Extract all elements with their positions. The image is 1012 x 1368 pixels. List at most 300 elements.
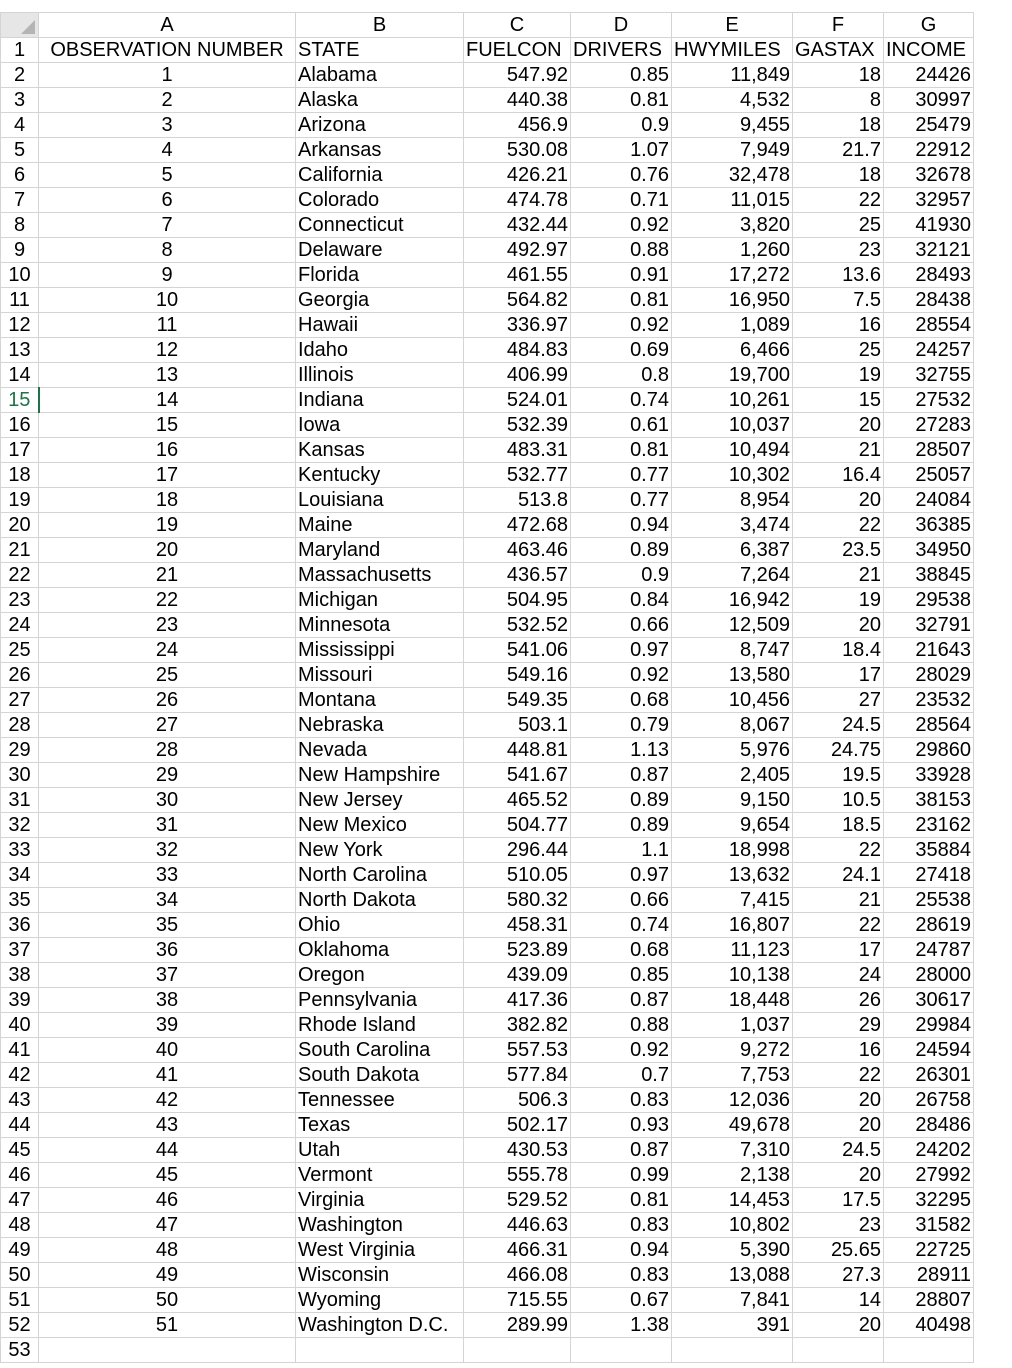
row-header[interactable]: 3 — [1, 88, 39, 113]
cell-e27[interactable]: 10,456 — [672, 688, 793, 713]
column-header-a[interactable]: A — [39, 13, 296, 38]
cell-a6[interactable]: 5 — [39, 163, 296, 188]
cell-c13[interactable]: 484.83 — [464, 338, 571, 363]
cell-a7[interactable]: 6 — [39, 188, 296, 213]
cell-c8[interactable]: 432.44 — [464, 213, 571, 238]
cell-f23[interactable]: 19 — [793, 588, 884, 613]
cell-g36[interactable]: 28619 — [884, 913, 974, 938]
cell-g18[interactable]: 25057 — [884, 463, 974, 488]
cell-c21[interactable]: 463.46 — [464, 538, 571, 563]
cell-b26[interactable]: Missouri — [296, 663, 464, 688]
cell-f2[interactable]: 18 — [793, 63, 884, 88]
cell-f12[interactable]: 16 — [793, 313, 884, 338]
cell-g34[interactable]: 27418 — [884, 863, 974, 888]
cell-c7[interactable]: 474.78 — [464, 188, 571, 213]
cell-b48[interactable]: Washington — [296, 1213, 464, 1238]
cell-c11[interactable]: 564.82 — [464, 288, 571, 313]
cell-g16[interactable]: 27283 — [884, 413, 974, 438]
column-header-b[interactable]: B — [296, 13, 464, 38]
cell-d4[interactable]: 0.9 — [571, 113, 672, 138]
cell-d49[interactable]: 0.94 — [571, 1238, 672, 1263]
row-header[interactable]: 1 — [1, 38, 39, 63]
cell-g53[interactable] — [884, 1338, 974, 1363]
cell-d14[interactable]: 0.8 — [571, 363, 672, 388]
cell-b18[interactable]: Kentucky — [296, 463, 464, 488]
cell-c10[interactable]: 461.55 — [464, 263, 571, 288]
cell-b53[interactable] — [296, 1338, 464, 1363]
row-header[interactable]: 43 — [1, 1088, 39, 1113]
cell-g46[interactable]: 27992 — [884, 1163, 974, 1188]
cell-e41[interactable]: 9,272 — [672, 1038, 793, 1063]
cell-c34[interactable]: 510.05 — [464, 863, 571, 888]
cell-d10[interactable]: 0.91 — [571, 263, 672, 288]
row-header[interactable]: 45 — [1, 1138, 39, 1163]
cell-g49[interactable]: 22725 — [884, 1238, 974, 1263]
cell-g42[interactable]: 26301 — [884, 1063, 974, 1088]
cell-b44[interactable]: Texas — [296, 1113, 464, 1138]
cell-c18[interactable]: 532.77 — [464, 463, 571, 488]
row-header[interactable]: 35 — [1, 888, 39, 913]
cell-d1[interactable]: DRIVERS — [571, 38, 672, 63]
row-header[interactable]: 16 — [1, 413, 39, 438]
cell-b42[interactable]: South Dakota — [296, 1063, 464, 1088]
cell-e46[interactable]: 2,138 — [672, 1163, 793, 1188]
cell-e31[interactable]: 9,150 — [672, 788, 793, 813]
cell-f41[interactable]: 16 — [793, 1038, 884, 1063]
cell-f43[interactable]: 20 — [793, 1088, 884, 1113]
cell-e1[interactable]: HWYMILES — [672, 38, 793, 63]
row-header[interactable]: 51 — [1, 1288, 39, 1313]
cell-a25[interactable]: 24 — [39, 638, 296, 663]
cell-g38[interactable]: 28000 — [884, 963, 974, 988]
cell-b7[interactable]: Colorado — [296, 188, 464, 213]
cell-a20[interactable]: 19 — [39, 513, 296, 538]
cell-f50[interactable]: 27.3 — [793, 1263, 884, 1288]
cell-d30[interactable]: 0.87 — [571, 763, 672, 788]
cell-b31[interactable]: New Jersey — [296, 788, 464, 813]
cell-d23[interactable]: 0.84 — [571, 588, 672, 613]
cell-g10[interactable]: 28493 — [884, 263, 974, 288]
cell-g4[interactable]: 25479 — [884, 113, 974, 138]
cell-a26[interactable]: 25 — [39, 663, 296, 688]
cell-a30[interactable]: 29 — [39, 763, 296, 788]
cell-c6[interactable]: 426.21 — [464, 163, 571, 188]
cell-e12[interactable]: 1,089 — [672, 313, 793, 338]
cell-a36[interactable]: 35 — [39, 913, 296, 938]
row-header[interactable]: 28 — [1, 713, 39, 738]
cell-e47[interactable]: 14,453 — [672, 1188, 793, 1213]
cell-d7[interactable]: 0.71 — [571, 188, 672, 213]
cell-g48[interactable]: 31582 — [884, 1213, 974, 1238]
cell-g31[interactable]: 38153 — [884, 788, 974, 813]
cell-g15[interactable]: 27532 — [884, 388, 974, 413]
column-header-e[interactable]: E — [672, 13, 793, 38]
cell-d39[interactable]: 0.87 — [571, 988, 672, 1013]
cell-e37[interactable]: 11,123 — [672, 938, 793, 963]
cell-c9[interactable]: 492.97 — [464, 238, 571, 263]
cell-g45[interactable]: 24202 — [884, 1138, 974, 1163]
cell-b49[interactable]: West Virginia — [296, 1238, 464, 1263]
cell-f30[interactable]: 19.5 — [793, 763, 884, 788]
cell-d13[interactable]: 0.69 — [571, 338, 672, 363]
cell-a45[interactable]: 44 — [39, 1138, 296, 1163]
cell-f6[interactable]: 18 — [793, 163, 884, 188]
cell-a32[interactable]: 31 — [39, 813, 296, 838]
cell-d3[interactable]: 0.81 — [571, 88, 672, 113]
row-header[interactable]: 5 — [1, 138, 39, 163]
cell-c33[interactable]: 296.44 — [464, 838, 571, 863]
cell-f31[interactable]: 10.5 — [793, 788, 884, 813]
cell-a44[interactable]: 43 — [39, 1113, 296, 1138]
cell-g19[interactable]: 24084 — [884, 488, 974, 513]
row-header[interactable]: 49 — [1, 1238, 39, 1263]
cell-e26[interactable]: 13,580 — [672, 663, 793, 688]
cell-c1[interactable]: FUELCON — [464, 38, 571, 63]
cell-b8[interactable]: Connecticut — [296, 213, 464, 238]
cell-a11[interactable]: 10 — [39, 288, 296, 313]
cell-f28[interactable]: 24.5 — [793, 713, 884, 738]
row-header[interactable]: 11 — [1, 288, 39, 313]
cell-c47[interactable]: 529.52 — [464, 1188, 571, 1213]
row-header[interactable]: 6 — [1, 163, 39, 188]
cell-d27[interactable]: 0.68 — [571, 688, 672, 713]
cell-b40[interactable]: Rhode Island — [296, 1013, 464, 1038]
cell-a28[interactable]: 27 — [39, 713, 296, 738]
column-header-f[interactable]: F — [793, 13, 884, 38]
cell-c4[interactable]: 456.9 — [464, 113, 571, 138]
row-header[interactable]: 4 — [1, 113, 39, 138]
cell-d16[interactable]: 0.61 — [571, 413, 672, 438]
cell-c5[interactable]: 530.08 — [464, 138, 571, 163]
cell-f49[interactable]: 25.65 — [793, 1238, 884, 1263]
cell-d36[interactable]: 0.74 — [571, 913, 672, 938]
row-header[interactable]: 36 — [1, 913, 39, 938]
cell-d34[interactable]: 0.97 — [571, 863, 672, 888]
cell-a1[interactable]: OBSERVATION NUMBER — [39, 38, 296, 63]
cell-c19[interactable]: 513.8 — [464, 488, 571, 513]
cell-g24[interactable]: 32791 — [884, 613, 974, 638]
cell-f18[interactable]: 16.4 — [793, 463, 884, 488]
cell-b6[interactable]: California — [296, 163, 464, 188]
cell-d11[interactable]: 0.81 — [571, 288, 672, 313]
cell-a4[interactable]: 3 — [39, 113, 296, 138]
cell-f14[interactable]: 19 — [793, 363, 884, 388]
cell-g6[interactable]: 32678 — [884, 163, 974, 188]
cell-e42[interactable]: 7,753 — [672, 1063, 793, 1088]
cell-d5[interactable]: 1.07 — [571, 138, 672, 163]
cell-g41[interactable]: 24594 — [884, 1038, 974, 1063]
cell-c40[interactable]: 382.82 — [464, 1013, 571, 1038]
cell-a12[interactable]: 11 — [39, 313, 296, 338]
cell-c15[interactable]: 524.01 — [464, 388, 571, 413]
cell-g13[interactable]: 24257 — [884, 338, 974, 363]
cell-d21[interactable]: 0.89 — [571, 538, 672, 563]
cell-d47[interactable]: 0.81 — [571, 1188, 672, 1213]
cell-d44[interactable]: 0.93 — [571, 1113, 672, 1138]
cell-b12[interactable]: Hawaii — [296, 313, 464, 338]
cell-f11[interactable]: 7.5 — [793, 288, 884, 313]
row-header[interactable]: 47 — [1, 1188, 39, 1213]
cell-c12[interactable]: 336.97 — [464, 313, 571, 338]
cell-c28[interactable]: 503.1 — [464, 713, 571, 738]
row-header[interactable]: 27 — [1, 688, 39, 713]
cell-d41[interactable]: 0.92 — [571, 1038, 672, 1063]
cell-a50[interactable]: 49 — [39, 1263, 296, 1288]
row-header[interactable]: 46 — [1, 1163, 39, 1188]
cell-b41[interactable]: South Carolina — [296, 1038, 464, 1063]
cell-b19[interactable]: Louisiana — [296, 488, 464, 513]
cell-f45[interactable]: 24.5 — [793, 1138, 884, 1163]
cell-e34[interactable]: 13,632 — [672, 863, 793, 888]
cell-b24[interactable]: Minnesota — [296, 613, 464, 638]
cell-c26[interactable]: 549.16 — [464, 663, 571, 688]
cell-b22[interactable]: Massachusetts — [296, 563, 464, 588]
cell-b43[interactable]: Tennessee — [296, 1088, 464, 1113]
cell-b20[interactable]: Maine — [296, 513, 464, 538]
cell-d37[interactable]: 0.68 — [571, 938, 672, 963]
cell-a42[interactable]: 41 — [39, 1063, 296, 1088]
cell-f21[interactable]: 23.5 — [793, 538, 884, 563]
cell-d12[interactable]: 0.92 — [571, 313, 672, 338]
cell-c2[interactable]: 547.92 — [464, 63, 571, 88]
cell-b52[interactable]: Washington D.C. — [296, 1313, 464, 1338]
cell-f36[interactable]: 22 — [793, 913, 884, 938]
cell-c16[interactable]: 532.39 — [464, 413, 571, 438]
cell-e39[interactable]: 18,448 — [672, 988, 793, 1013]
cell-d20[interactable]: 0.94 — [571, 513, 672, 538]
row-header[interactable]: 31 — [1, 788, 39, 813]
cell-e3[interactable]: 4,532 — [672, 88, 793, 113]
cell-c29[interactable]: 448.81 — [464, 738, 571, 763]
row-header[interactable]: 19 — [1, 488, 39, 513]
cell-b38[interactable]: Oregon — [296, 963, 464, 988]
row-header[interactable]: 52 — [1, 1313, 39, 1338]
cell-d35[interactable]: 0.66 — [571, 888, 672, 913]
cell-f13[interactable]: 25 — [793, 338, 884, 363]
cell-e43[interactable]: 12,036 — [672, 1088, 793, 1113]
cell-g8[interactable]: 41930 — [884, 213, 974, 238]
cell-a5[interactable]: 4 — [39, 138, 296, 163]
cell-b45[interactable]: Utah — [296, 1138, 464, 1163]
cell-d38[interactable]: 0.85 — [571, 963, 672, 988]
cell-d53[interactable] — [571, 1338, 672, 1363]
cell-f25[interactable]: 18.4 — [793, 638, 884, 663]
cell-g28[interactable]: 28564 — [884, 713, 974, 738]
cell-f51[interactable]: 14 — [793, 1288, 884, 1313]
cell-c43[interactable]: 506.3 — [464, 1088, 571, 1113]
cell-c45[interactable]: 430.53 — [464, 1138, 571, 1163]
cell-a33[interactable]: 32 — [39, 838, 296, 863]
cell-a21[interactable]: 20 — [39, 538, 296, 563]
cell-c23[interactable]: 504.95 — [464, 588, 571, 613]
cell-g23[interactable]: 29538 — [884, 588, 974, 613]
cell-f42[interactable]: 22 — [793, 1063, 884, 1088]
cell-g43[interactable]: 26758 — [884, 1088, 974, 1113]
cell-f52[interactable]: 20 — [793, 1313, 884, 1338]
cell-f17[interactable]: 21 — [793, 438, 884, 463]
cell-c24[interactable]: 532.52 — [464, 613, 571, 638]
cell-d52[interactable]: 1.38 — [571, 1313, 672, 1338]
cell-c49[interactable]: 466.31 — [464, 1238, 571, 1263]
cell-a9[interactable]: 8 — [39, 238, 296, 263]
row-header[interactable]: 2 — [1, 63, 39, 88]
cell-g9[interactable]: 32121 — [884, 238, 974, 263]
cell-f9[interactable]: 23 — [793, 238, 884, 263]
cell-f38[interactable]: 24 — [793, 963, 884, 988]
cell-g5[interactable]: 22912 — [884, 138, 974, 163]
cell-d17[interactable]: 0.81 — [571, 438, 672, 463]
cell-c39[interactable]: 417.36 — [464, 988, 571, 1013]
cell-e51[interactable]: 7,841 — [672, 1288, 793, 1313]
cell-d45[interactable]: 0.87 — [571, 1138, 672, 1163]
row-header[interactable]: 40 — [1, 1013, 39, 1038]
cell-e23[interactable]: 16,942 — [672, 588, 793, 613]
cell-d2[interactable]: 0.85 — [571, 63, 672, 88]
cell-g26[interactable]: 28029 — [884, 663, 974, 688]
cell-a52[interactable]: 51 — [39, 1313, 296, 1338]
cell-d48[interactable]: 0.83 — [571, 1213, 672, 1238]
row-header[interactable]: 44 — [1, 1113, 39, 1138]
cell-e33[interactable]: 18,998 — [672, 838, 793, 863]
cell-g17[interactable]: 28507 — [884, 438, 974, 463]
cell-d25[interactable]: 0.97 — [571, 638, 672, 663]
cell-d15[interactable]: 0.74 — [571, 388, 672, 413]
cell-b1[interactable]: STATE — [296, 38, 464, 63]
cell-c17[interactable]: 483.31 — [464, 438, 571, 463]
cell-f15[interactable]: 15 — [793, 388, 884, 413]
cell-a53[interactable] — [39, 1338, 296, 1363]
cell-c44[interactable]: 502.17 — [464, 1113, 571, 1138]
cell-d24[interactable]: 0.66 — [571, 613, 672, 638]
cell-f46[interactable]: 20 — [793, 1163, 884, 1188]
cell-a27[interactable]: 26 — [39, 688, 296, 713]
cell-g29[interactable]: 29860 — [884, 738, 974, 763]
row-header[interactable]: 21 — [1, 538, 39, 563]
cell-d51[interactable]: 0.67 — [571, 1288, 672, 1313]
cell-b46[interactable]: Vermont — [296, 1163, 464, 1188]
row-header[interactable]: 29 — [1, 738, 39, 763]
row-header[interactable]: 13 — [1, 338, 39, 363]
cell-e15[interactable]: 10,261 — [672, 388, 793, 413]
cell-c36[interactable]: 458.31 — [464, 913, 571, 938]
cell-g7[interactable]: 32957 — [884, 188, 974, 213]
cell-g2[interactable]: 24426 — [884, 63, 974, 88]
row-header[interactable]: 7 — [1, 188, 39, 213]
cell-f10[interactable]: 13.6 — [793, 263, 884, 288]
row-header[interactable]: 30 — [1, 763, 39, 788]
cell-d32[interactable]: 0.89 — [571, 813, 672, 838]
cell-e24[interactable]: 12,509 — [672, 613, 793, 638]
cell-a14[interactable]: 13 — [39, 363, 296, 388]
cell-g11[interactable]: 28438 — [884, 288, 974, 313]
cell-b16[interactable]: Iowa — [296, 413, 464, 438]
row-header[interactable]: 38 — [1, 963, 39, 988]
cell-f35[interactable]: 21 — [793, 888, 884, 913]
cell-d43[interactable]: 0.83 — [571, 1088, 672, 1113]
cell-b33[interactable]: New York — [296, 838, 464, 863]
cell-e21[interactable]: 6,387 — [672, 538, 793, 563]
cell-c27[interactable]: 549.35 — [464, 688, 571, 713]
cell-d33[interactable]: 1.1 — [571, 838, 672, 863]
cell-a43[interactable]: 42 — [39, 1088, 296, 1113]
row-header[interactable]: 53 — [1, 1338, 39, 1363]
cell-g12[interactable]: 28554 — [884, 313, 974, 338]
cell-c50[interactable]: 466.08 — [464, 1263, 571, 1288]
cell-g40[interactable]: 29984 — [884, 1013, 974, 1038]
cell-f37[interactable]: 17 — [793, 938, 884, 963]
cell-e35[interactable]: 7,415 — [672, 888, 793, 913]
cell-g33[interactable]: 35884 — [884, 838, 974, 863]
row-header[interactable]: 23 — [1, 588, 39, 613]
cell-g22[interactable]: 38845 — [884, 563, 974, 588]
cell-g37[interactable]: 24787 — [884, 938, 974, 963]
cell-g47[interactable]: 32295 — [884, 1188, 974, 1213]
cell-c53[interactable] — [464, 1338, 571, 1363]
cell-c32[interactable]: 504.77 — [464, 813, 571, 838]
cell-c51[interactable]: 715.55 — [464, 1288, 571, 1313]
cell-g21[interactable]: 34950 — [884, 538, 974, 563]
cell-g25[interactable]: 21643 — [884, 638, 974, 663]
cell-e22[interactable]: 7,264 — [672, 563, 793, 588]
column-header-c[interactable]: C — [464, 13, 571, 38]
cell-b34[interactable]: North Carolina — [296, 863, 464, 888]
cell-a15[interactable]: 14 — [39, 388, 296, 413]
cell-b39[interactable]: Pennsylvania — [296, 988, 464, 1013]
cell-g27[interactable]: 23532 — [884, 688, 974, 713]
cell-b37[interactable]: Oklahoma — [296, 938, 464, 963]
cell-c46[interactable]: 555.78 — [464, 1163, 571, 1188]
cell-b27[interactable]: Montana — [296, 688, 464, 713]
cell-a13[interactable]: 12 — [39, 338, 296, 363]
row-header[interactable]: 41 — [1, 1038, 39, 1063]
cell-e45[interactable]: 7,310 — [672, 1138, 793, 1163]
cell-b35[interactable]: North Dakota — [296, 888, 464, 913]
row-header[interactable]: 17 — [1, 438, 39, 463]
cell-e5[interactable]: 7,949 — [672, 138, 793, 163]
cell-a49[interactable]: 48 — [39, 1238, 296, 1263]
cell-b25[interactable]: Mississippi — [296, 638, 464, 663]
cell-b4[interactable]: Arizona — [296, 113, 464, 138]
cell-b15[interactable]: Indiana — [296, 388, 464, 413]
cell-c14[interactable]: 406.99 — [464, 363, 571, 388]
row-header[interactable]: 37 — [1, 938, 39, 963]
cell-d28[interactable]: 0.79 — [571, 713, 672, 738]
cell-b50[interactable]: Wisconsin — [296, 1263, 464, 1288]
cell-e16[interactable]: 10,037 — [672, 413, 793, 438]
cell-c38[interactable]: 439.09 — [464, 963, 571, 988]
cell-e19[interactable]: 8,954 — [672, 488, 793, 513]
cell-f26[interactable]: 17 — [793, 663, 884, 688]
cell-a22[interactable]: 21 — [39, 563, 296, 588]
cell-a8[interactable]: 7 — [39, 213, 296, 238]
row-header[interactable]: 32 — [1, 813, 39, 838]
cell-f3[interactable]: 8 — [793, 88, 884, 113]
cell-d22[interactable]: 0.9 — [571, 563, 672, 588]
cell-e7[interactable]: 11,015 — [672, 188, 793, 213]
cell-e52[interactable]: 391 — [672, 1313, 793, 1338]
cell-g20[interactable]: 36385 — [884, 513, 974, 538]
cell-a10[interactable]: 9 — [39, 263, 296, 288]
cell-e14[interactable]: 19,700 — [672, 363, 793, 388]
cell-e53[interactable] — [672, 1338, 793, 1363]
cell-b14[interactable]: Illinois — [296, 363, 464, 388]
select-all-corner[interactable] — [1, 13, 39, 38]
cell-a48[interactable]: 47 — [39, 1213, 296, 1238]
cell-e18[interactable]: 10,302 — [672, 463, 793, 488]
cell-e2[interactable]: 11,849 — [672, 63, 793, 88]
cell-f32[interactable]: 18.5 — [793, 813, 884, 838]
cell-c30[interactable]: 541.67 — [464, 763, 571, 788]
